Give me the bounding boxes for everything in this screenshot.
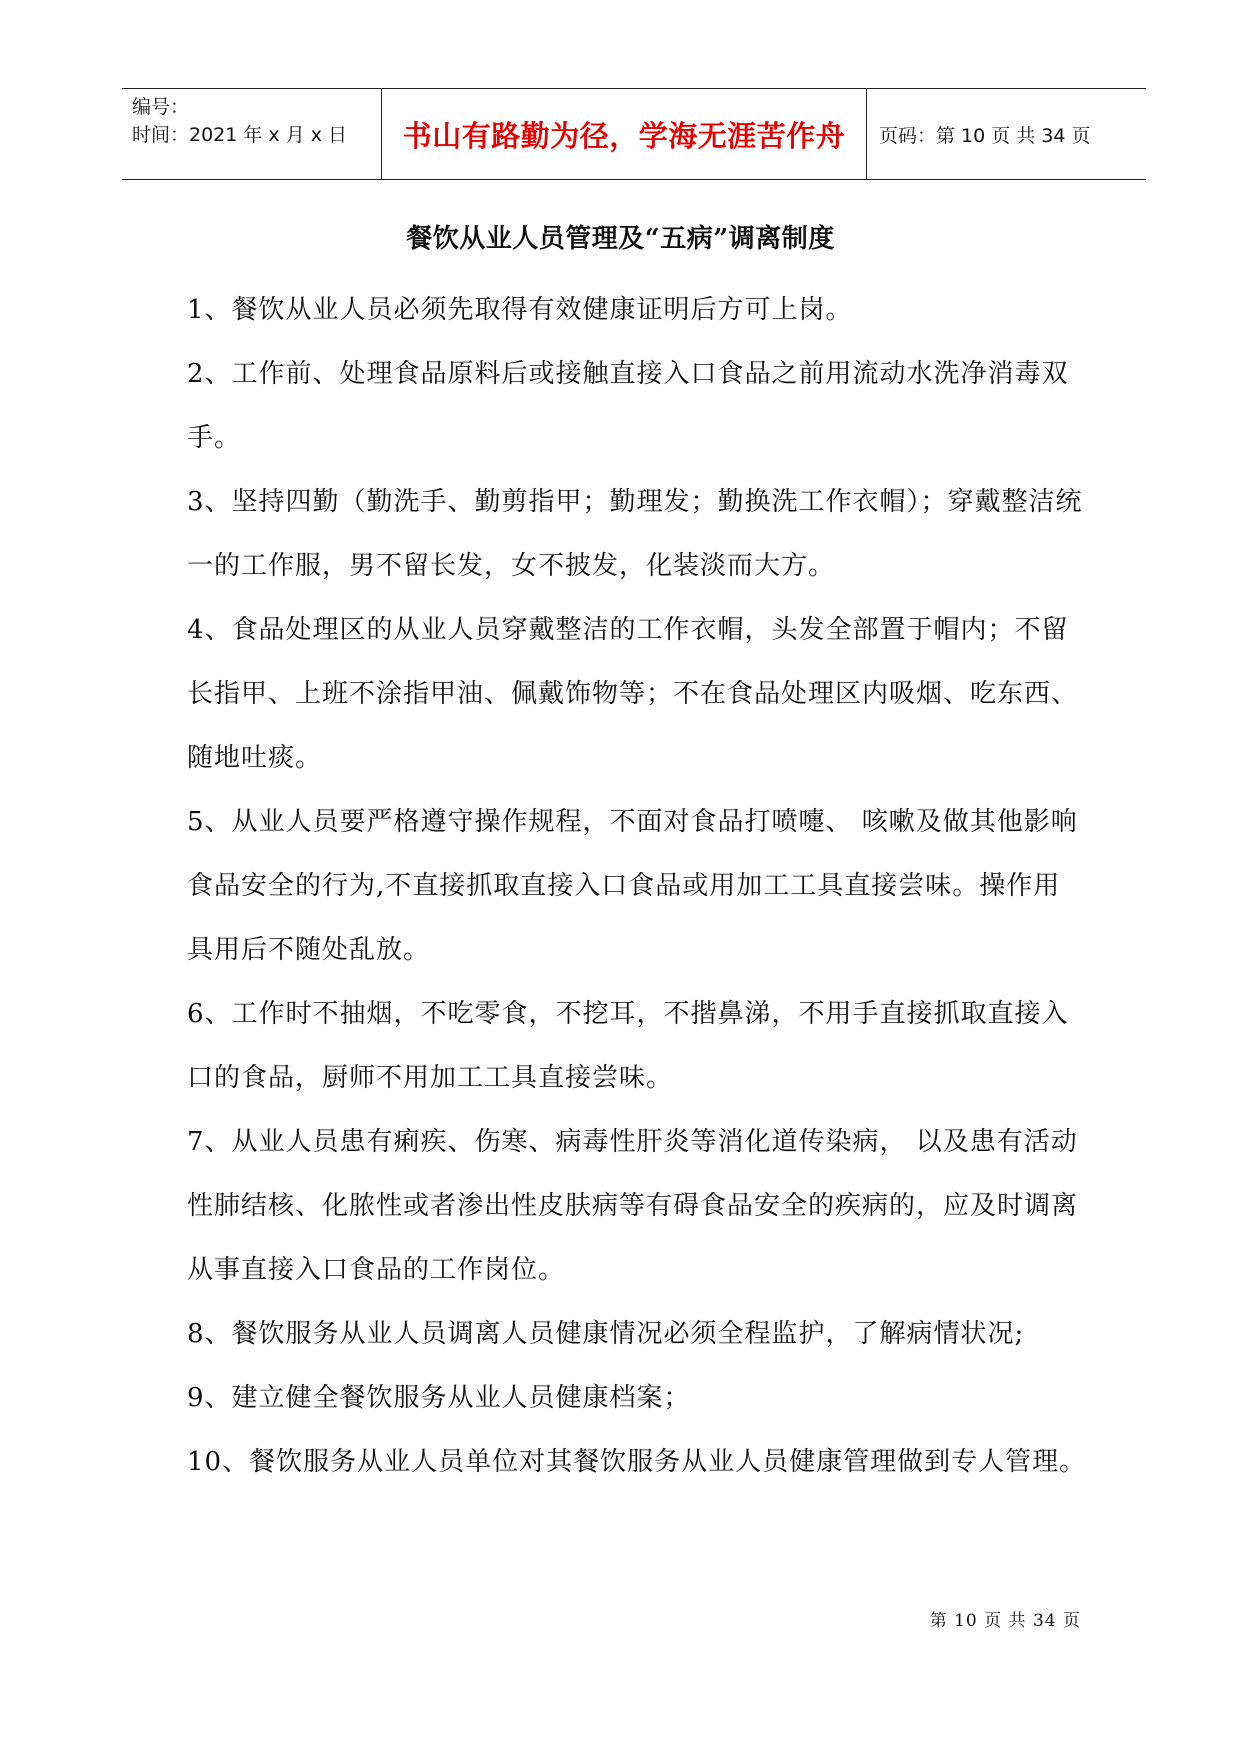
header-motto: 书山有路勤为径，学海无涯苦作舟 xyxy=(382,89,867,179)
page-footer: 第 10 页 共 34 页 xyxy=(929,1611,1081,1631)
number-label: 编号： xyxy=(132,96,190,118)
header-page-label: 页码：第 10 页 共 34 页 xyxy=(879,124,1091,147)
list-item: 10、餐饮服务从业人员单位对其餐饮服务从业人员健康管理做到专人管理。 xyxy=(187,1447,1087,1477)
list-item: 3、坚持四勤（勤洗手、勤剪指甲；勤理发；勤换洗工作衣帽）；穿戴整洁统一的工作服，男不留长发，女不披发，化装淡而大方。 xyxy=(187,487,1083,581)
time-label: 时间：2021 年 x 月 x 日 xyxy=(132,124,348,146)
document-body xyxy=(187,278,1087,1494)
list-item: 2、工作前、处理食品原料后或接触直接入口食品之前用流动水洗净消毒双手。 xyxy=(187,359,1069,453)
list-item: 5、从业人员要严格遵守操作规程，不面对食品打喷嚏、 咳嗽及做其他影响食品安全的行为,不直接抓取直接入口食品或用加工工具直接尝味。操作用具用后不随处乱放。 xyxy=(187,807,1078,965)
list-item: 8、餐饮服务从业人员调离人员健康情况必须全程监护，了解病情状况; xyxy=(187,1319,1025,1349)
list-item: 7、从业人员患有痢疾、伤寒、病毒性肝炎等消化道传染病， 以及患有活动性肺结核、化脓性或者渗出性皮肤病等有碍食品安全的疾病的，应及时调离从事直接入口食品的工作岗位。 xyxy=(187,1127,1079,1285)
page-header xyxy=(122,88,1146,180)
list-item: 4、食品处理区的从业人员穿戴整洁的工作衣帽，头发全部置于帽内；不留长指甲、上班不涂指甲油、佩戴饰物等；不在食品处理区内吸烟、吃东西、随地吐痰。 xyxy=(187,615,1079,773)
list-item: 9、建立健全餐饮服务从业人员健康档案； xyxy=(187,1383,691,1413)
header-info-cell xyxy=(122,89,382,179)
list-item: 1、餐饮从业人员必须先取得有效健康证明后方可上岗。 xyxy=(187,295,853,325)
document-title: 餐饮从业人员管理及“五病”调离制度 xyxy=(406,224,835,254)
list-item: 6、工作时不抽烟，不吃零食，不挖耳，不揩鼻涕，不用手直接抓取直接入口的食品，厨师不用加工工具直接尝味。 xyxy=(187,999,1069,1093)
